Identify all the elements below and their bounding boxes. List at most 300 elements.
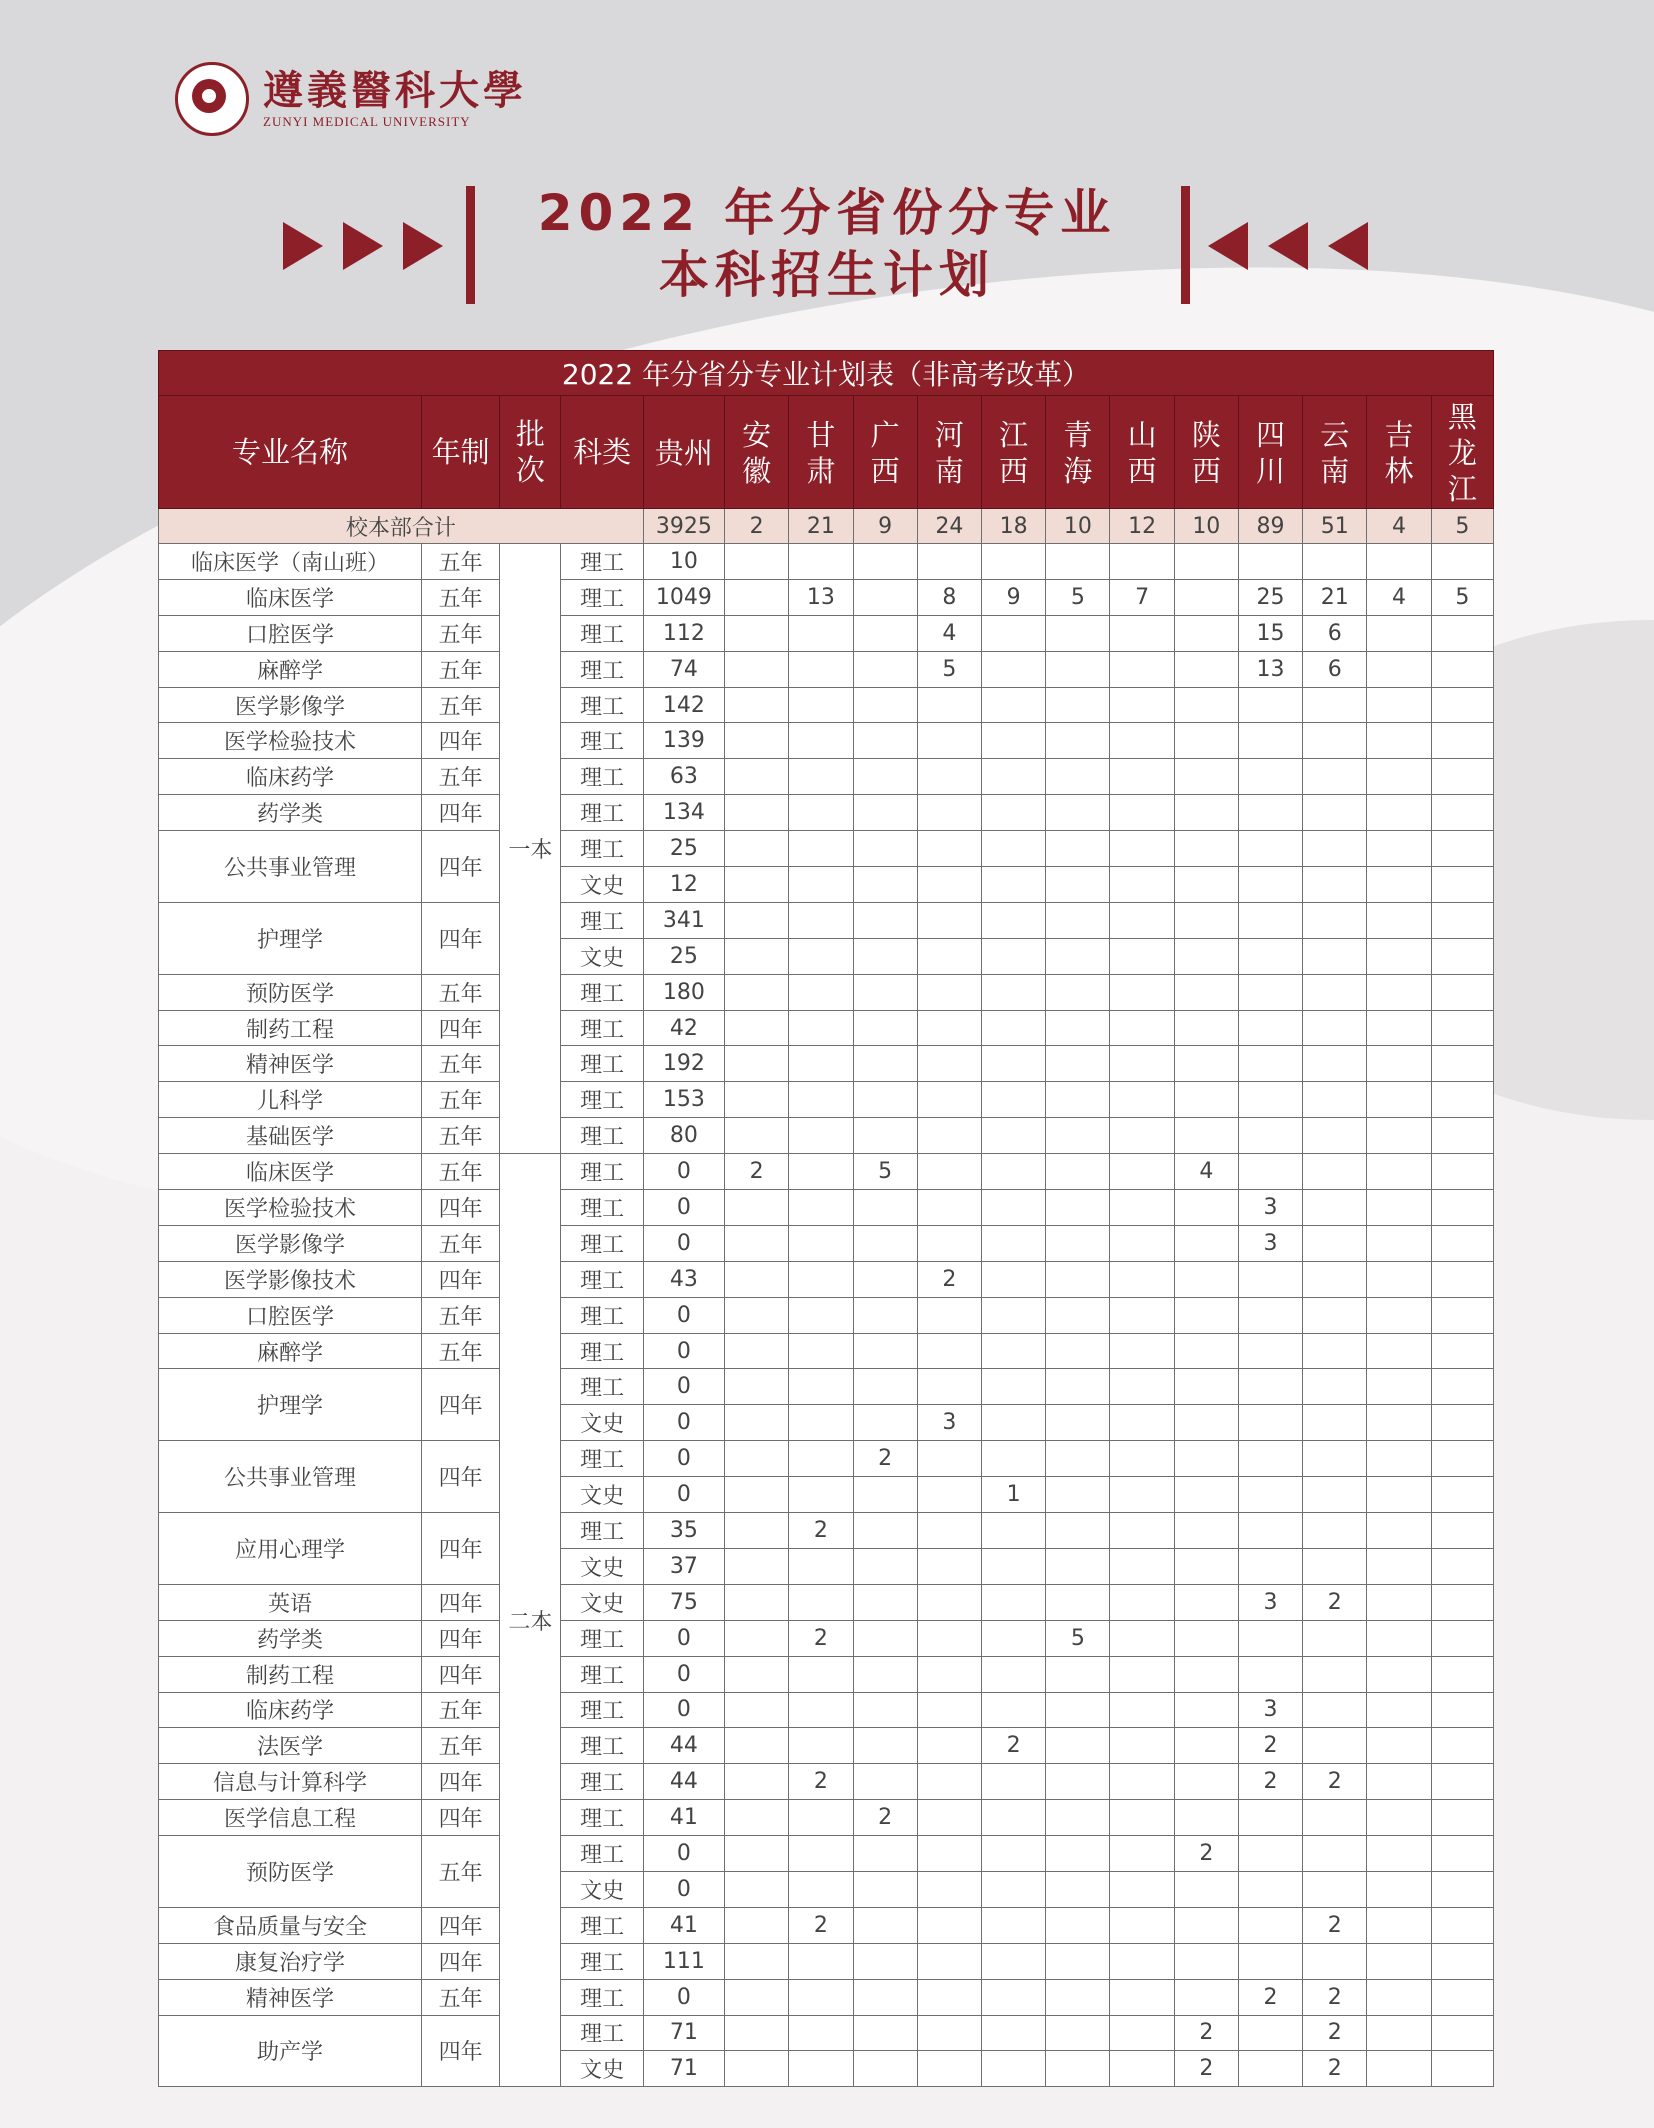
quota-cell: [1174, 615, 1238, 651]
quota-cell: [1046, 1871, 1110, 1907]
quota-cell: [982, 651, 1046, 687]
quota-cell: 142: [643, 687, 724, 723]
quota-cell: 134: [643, 795, 724, 831]
subject-category: 理工: [561, 1692, 643, 1728]
program-years: 四年: [421, 795, 499, 831]
quota-cell: [917, 1871, 981, 1907]
quota-cell: [917, 2015, 981, 2051]
quota-cell: [853, 1333, 917, 1369]
program-years: 五年: [421, 974, 499, 1010]
quota-cell: [1110, 1620, 1174, 1656]
quota-cell: [1110, 1046, 1174, 1082]
quota-cell: [1367, 2051, 1431, 2087]
quota-cell: [1174, 687, 1238, 723]
quota-cell: [982, 1548, 1046, 1584]
quota-cell: [853, 2051, 917, 2087]
table-caption: 2022 年分省分专业计划表（非高考改革）: [159, 351, 1494, 396]
quota-cell: [1431, 1764, 1493, 1800]
quota-cell: [853, 1405, 917, 1441]
quota-cell: [789, 544, 853, 580]
quota-cell: [1431, 1369, 1493, 1405]
quota-cell: [1303, 1190, 1367, 1226]
quota-cell: [1431, 2015, 1493, 2051]
quota-cell: [1110, 1477, 1174, 1513]
header-batch: [500, 396, 561, 509]
quota-cell: 2: [1303, 1584, 1367, 1620]
quota-cell: [1174, 831, 1238, 867]
quota-cell: [1367, 1800, 1431, 1836]
quota-cell: 25: [643, 938, 724, 974]
quota-cell: 2: [1174, 2015, 1238, 2051]
subject-category: 理工: [561, 651, 643, 687]
total-value: 89: [1238, 509, 1302, 544]
header-years: 年制: [421, 396, 499, 509]
quota-cell: [1303, 1046, 1367, 1082]
major-name: 护理学: [159, 1369, 422, 1441]
quota-cell: [1174, 1943, 1238, 1979]
major-name: 公共事业管理: [159, 831, 422, 903]
quota-cell: [1367, 615, 1431, 651]
quota-cell: [1238, 1082, 1302, 1118]
quota-cell: [1303, 1943, 1367, 1979]
quota-cell: [1238, 1046, 1302, 1082]
quota-cell: [1110, 1764, 1174, 1800]
quota-cell: [725, 1118, 789, 1154]
quota-cell: [853, 1728, 917, 1764]
university-seal-icon: [175, 62, 249, 136]
quota-cell: [917, 902, 981, 938]
quota-cell: [1431, 867, 1493, 903]
quota-cell: [853, 1190, 917, 1226]
quota-cell: [982, 1764, 1046, 1800]
quota-cell: [725, 1620, 789, 1656]
quota-cell: [789, 1943, 853, 1979]
quota-cell: [1174, 795, 1238, 831]
quota-cell: [789, 867, 853, 903]
table-row: [159, 1225, 1494, 1261]
subject-category: 理工: [561, 615, 643, 651]
quota-cell: [1303, 759, 1367, 795]
quota-cell: [917, 1441, 981, 1477]
quota-cell: 44: [643, 1764, 724, 1800]
quota-cell: [1431, 1297, 1493, 1333]
quota-cell: [1110, 2015, 1174, 2051]
header-province: 吉 林: [1367, 396, 1431, 509]
quota-cell: [725, 902, 789, 938]
quota-cell: 8: [917, 579, 981, 615]
quota-cell: [1431, 2051, 1493, 2087]
quota-cell: [1110, 1369, 1174, 1405]
quota-cell: [1046, 1405, 1110, 1441]
subject-category: 理工: [561, 902, 643, 938]
quota-cell: [1110, 1261, 1174, 1297]
quota-cell: [725, 1548, 789, 1584]
subject-category: 理工: [561, 1369, 643, 1405]
quota-cell: 139: [643, 723, 724, 759]
quota-cell: [1046, 615, 1110, 651]
quota-cell: [1238, 1836, 1302, 1872]
quota-cell: 10: [643, 544, 724, 580]
table-row: [159, 1190, 1494, 1226]
major-name: 医学影像学: [159, 687, 422, 723]
quota-cell: [1174, 1010, 1238, 1046]
quota-cell: 80: [643, 1118, 724, 1154]
total-value: 18: [982, 509, 1046, 544]
quota-cell: [1303, 795, 1367, 831]
quota-cell: [789, 974, 853, 1010]
quota-cell: [1110, 938, 1174, 974]
total-value: 10: [1046, 509, 1110, 544]
quota-cell: [1367, 1692, 1431, 1728]
quota-cell: [1238, 723, 1302, 759]
program-years: 五年: [421, 1154, 499, 1190]
quota-cell: [1303, 831, 1367, 867]
quota-cell: [853, 1764, 917, 1800]
quota-cell: [1110, 1082, 1174, 1118]
subject-category: 理工: [561, 1010, 643, 1046]
quota-cell: 4: [1174, 1154, 1238, 1190]
quota-cell: [1367, 1369, 1431, 1405]
quota-cell: 0: [643, 1297, 724, 1333]
quota-cell: [1110, 651, 1174, 687]
quota-cell: 0: [643, 1154, 724, 1190]
quota-cell: [1303, 1010, 1367, 1046]
quota-cell: [1174, 1082, 1238, 1118]
quota-cell: [1431, 1692, 1493, 1728]
total-value: 5: [1431, 509, 1493, 544]
quota-cell: [1110, 1441, 1174, 1477]
program-years: 四年: [421, 1656, 499, 1692]
quota-cell: [1238, 1118, 1302, 1154]
quota-cell: [1303, 1441, 1367, 1477]
quota-cell: [1367, 1261, 1431, 1297]
quota-cell: [1367, 759, 1431, 795]
quota-cell: [1431, 1190, 1493, 1226]
quota-cell: [917, 1010, 981, 1046]
quota-cell: [1046, 974, 1110, 1010]
quota-cell: [1110, 1584, 1174, 1620]
table-row: [159, 615, 1494, 651]
quota-cell: [1431, 1943, 1493, 1979]
major-name: 助产学: [159, 2015, 422, 2087]
quota-cell: [1303, 867, 1367, 903]
quota-cell: [789, 1405, 853, 1441]
quota-cell: 0: [643, 1656, 724, 1692]
quota-cell: [1174, 938, 1238, 974]
quota-cell: [982, 2051, 1046, 2087]
quota-cell: 75: [643, 1584, 724, 1620]
quota-cell: 12: [643, 867, 724, 903]
quota-cell: [1238, 1297, 1302, 1333]
arrow-left-icon: [1208, 222, 1248, 270]
quota-cell: [1238, 1620, 1302, 1656]
quota-cell: [1238, 1907, 1302, 1943]
subject-category: 理工: [561, 1656, 643, 1692]
arrow-right-icon: [283, 222, 323, 270]
table-row: [159, 723, 1494, 759]
quota-cell: [1046, 1369, 1110, 1405]
quota-cell: [1174, 1225, 1238, 1261]
quota-cell: [853, 1261, 917, 1297]
quota-cell: [1431, 1620, 1493, 1656]
quota-cell: [789, 1692, 853, 1728]
quota-cell: 2: [853, 1800, 917, 1836]
program-years: 四年: [421, 1943, 499, 1979]
quota-cell: [1046, 1656, 1110, 1692]
quota-cell: 6: [1303, 615, 1367, 651]
quota-cell: [1367, 1010, 1431, 1046]
quota-cell: [1110, 902, 1174, 938]
quota-cell: [1367, 723, 1431, 759]
quota-cell: [789, 1190, 853, 1226]
total-value: 4: [1367, 509, 1431, 544]
quota-cell: [1367, 1656, 1431, 1692]
subject-category: 理工: [561, 974, 643, 1010]
subject-category: 理工: [561, 1907, 643, 1943]
quota-cell: [982, 1369, 1046, 1405]
quota-cell: [1238, 687, 1302, 723]
quota-cell: [1174, 544, 1238, 580]
quota-cell: [1431, 651, 1493, 687]
quota-cell: [917, 1836, 981, 1872]
quota-cell: [982, 1118, 1046, 1154]
quota-cell: [1367, 687, 1431, 723]
header-province: 安 徽: [725, 396, 789, 509]
quota-cell: [982, 615, 1046, 651]
quota-cell: [789, 1046, 853, 1082]
quota-cell: [1110, 1010, 1174, 1046]
quota-cell: 3: [1238, 1225, 1302, 1261]
quota-cell: [1046, 1154, 1110, 1190]
quota-cell: [1174, 1692, 1238, 1728]
quota-cell: [725, 2051, 789, 2087]
quota-cell: [1303, 1333, 1367, 1369]
quota-cell: [1046, 1979, 1110, 2015]
header-province: 四 川: [1238, 396, 1302, 509]
quota-cell: 2: [1238, 1728, 1302, 1764]
quota-cell: [1046, 867, 1110, 903]
major-name: 医学检验技术: [159, 1190, 422, 1226]
subject-category: 文史: [561, 1871, 643, 1907]
major-name: 信息与计算科学: [159, 1764, 422, 1800]
quota-cell: [1046, 759, 1110, 795]
quota-cell: [725, 723, 789, 759]
page-title: [475, 182, 1179, 306]
quota-cell: [1174, 1800, 1238, 1836]
program-years: 五年: [421, 1118, 499, 1154]
quota-cell: [789, 1548, 853, 1584]
subject-category: 理工: [561, 1297, 643, 1333]
quota-cell: [853, 1836, 917, 1872]
header-batch-text: 批 次: [515, 417, 545, 487]
major-name: 公共事业管理: [159, 1441, 422, 1513]
quota-cell: [1238, 759, 1302, 795]
quota-cell: [725, 1584, 789, 1620]
quota-cell: [982, 938, 1046, 974]
quota-cell: [789, 615, 853, 651]
quota-cell: [1110, 1118, 1174, 1154]
major-name: 精神医学: [159, 1046, 422, 1082]
quota-cell: [1431, 974, 1493, 1010]
quota-cell: 0: [643, 1190, 724, 1226]
program-years: 四年: [421, 831, 499, 903]
quota-cell: [917, 1154, 981, 1190]
quota-cell: 35: [643, 1513, 724, 1549]
header-province: 陕 西: [1174, 396, 1238, 509]
quota-cell: [1303, 902, 1367, 938]
quota-cell: [725, 1405, 789, 1441]
quota-cell: 2: [853, 1441, 917, 1477]
table-row: [159, 1620, 1494, 1656]
quota-cell: [725, 938, 789, 974]
quota-cell: [789, 1333, 853, 1369]
header-major: 专业名称: [159, 396, 422, 509]
quota-cell: [1303, 1728, 1367, 1764]
table-row: [159, 1656, 1494, 1692]
quota-cell: [1238, 1656, 1302, 1692]
quota-cell: [853, 831, 917, 867]
table-row: [159, 2015, 1494, 2051]
quota-cell: [982, 2015, 1046, 2051]
quota-cell: [789, 938, 853, 974]
quota-cell: 0: [643, 1225, 724, 1261]
quota-cell: [853, 1584, 917, 1620]
quota-cell: [853, 723, 917, 759]
quota-cell: [1046, 1836, 1110, 1872]
program-years: 五年: [421, 579, 499, 615]
quota-cell: [1174, 759, 1238, 795]
quota-cell: [1367, 1584, 1431, 1620]
quota-cell: [917, 723, 981, 759]
quota-cell: [1110, 867, 1174, 903]
quota-cell: [917, 759, 981, 795]
table-row: [159, 974, 1494, 1010]
quota-cell: [982, 1441, 1046, 1477]
major-name: 口腔医学: [159, 615, 422, 651]
quota-cell: [789, 902, 853, 938]
quota-cell: [1431, 1979, 1493, 2015]
quota-cell: [853, 974, 917, 1010]
university-logo: [175, 62, 527, 136]
total-value: 9: [853, 509, 917, 544]
quota-cell: 0: [643, 1441, 724, 1477]
quota-cell: [1303, 1548, 1367, 1584]
program-years: 五年: [421, 1836, 499, 1908]
quota-cell: [917, 938, 981, 974]
quota-cell: 2: [1303, 1979, 1367, 2015]
quota-cell: [1303, 1620, 1367, 1656]
quota-cell: [725, 1728, 789, 1764]
quota-cell: [1367, 1333, 1431, 1369]
major-name: 预防医学: [159, 974, 422, 1010]
table-row: [159, 687, 1494, 723]
quota-cell: [1238, 544, 1302, 580]
quota-cell: [789, 1656, 853, 1692]
quota-cell: [917, 1656, 981, 1692]
quota-cell: [725, 651, 789, 687]
quota-cell: [1046, 1764, 1110, 1800]
quota-cell: [1046, 1118, 1110, 1154]
quota-cell: 0: [643, 1333, 724, 1369]
quota-cell: [853, 651, 917, 687]
program-years: 五年: [421, 1046, 499, 1082]
major-name: 药学类: [159, 795, 422, 831]
table-row: [159, 1584, 1494, 1620]
total-value: 3925: [643, 509, 724, 544]
quota-cell: [725, 759, 789, 795]
quota-cell: [1174, 1261, 1238, 1297]
quota-cell: 0: [643, 1620, 724, 1656]
quota-cell: 0: [643, 1979, 724, 2015]
quota-cell: [1174, 1441, 1238, 1477]
quota-cell: [725, 615, 789, 651]
quota-cell: 2: [1303, 2015, 1367, 2051]
quota-cell: 2: [725, 1154, 789, 1190]
quota-cell: [917, 974, 981, 1010]
quota-cell: [1046, 651, 1110, 687]
quota-cell: [1367, 1477, 1431, 1513]
quota-cell: [1110, 1871, 1174, 1907]
quota-cell: [1046, 795, 1110, 831]
quota-cell: [917, 831, 981, 867]
quota-cell: [982, 1261, 1046, 1297]
quota-cell: 2: [1303, 2051, 1367, 2087]
quota-cell: [789, 1836, 853, 1872]
quota-cell: 25: [1238, 579, 1302, 615]
major-name: 临床药学: [159, 1692, 422, 1728]
quota-cell: 44: [643, 1728, 724, 1764]
quota-cell: [1238, 1441, 1302, 1477]
major-name: 应用心理学: [159, 1513, 422, 1585]
subject-category: 理工: [561, 1441, 643, 1477]
quota-cell: [1238, 938, 1302, 974]
quota-cell: [1238, 1513, 1302, 1549]
quota-cell: 37: [643, 1548, 724, 1584]
quota-cell: [982, 831, 1046, 867]
header-province: 黑 龙 江: [1431, 396, 1493, 509]
subject-category: 理工: [561, 1261, 643, 1297]
program-years: 四年: [421, 1907, 499, 1943]
subject-category: 理工: [561, 1836, 643, 1872]
header-province: 贵州: [643, 396, 724, 509]
quota-cell: [853, 1620, 917, 1656]
quota-cell: [725, 1800, 789, 1836]
quota-cell: [725, 1871, 789, 1907]
quota-cell: [1431, 1405, 1493, 1441]
quota-cell: [917, 1692, 981, 1728]
quota-cell: [725, 1692, 789, 1728]
quota-cell: [1431, 1584, 1493, 1620]
quota-cell: [917, 1333, 981, 1369]
quota-cell: [1110, 1513, 1174, 1549]
quota-cell: [725, 1333, 789, 1369]
quota-cell: [1174, 1118, 1238, 1154]
quota-cell: [1238, 2015, 1302, 2051]
quota-cell: [1431, 1907, 1493, 1943]
major-name: 基础医学: [159, 1118, 422, 1154]
quota-cell: [1303, 1871, 1367, 1907]
table-row: [159, 1836, 1494, 1872]
subject-category: 理工: [561, 1333, 643, 1369]
subject-category: 理工: [561, 759, 643, 795]
total-label: 校本部合计: [159, 509, 644, 544]
quota-cell: [1174, 723, 1238, 759]
major-name: 制药工程: [159, 1656, 422, 1692]
table-row: [159, 759, 1494, 795]
subject-category: 文史: [561, 867, 643, 903]
quota-cell: 2: [917, 1261, 981, 1297]
quota-cell: [725, 1190, 789, 1226]
